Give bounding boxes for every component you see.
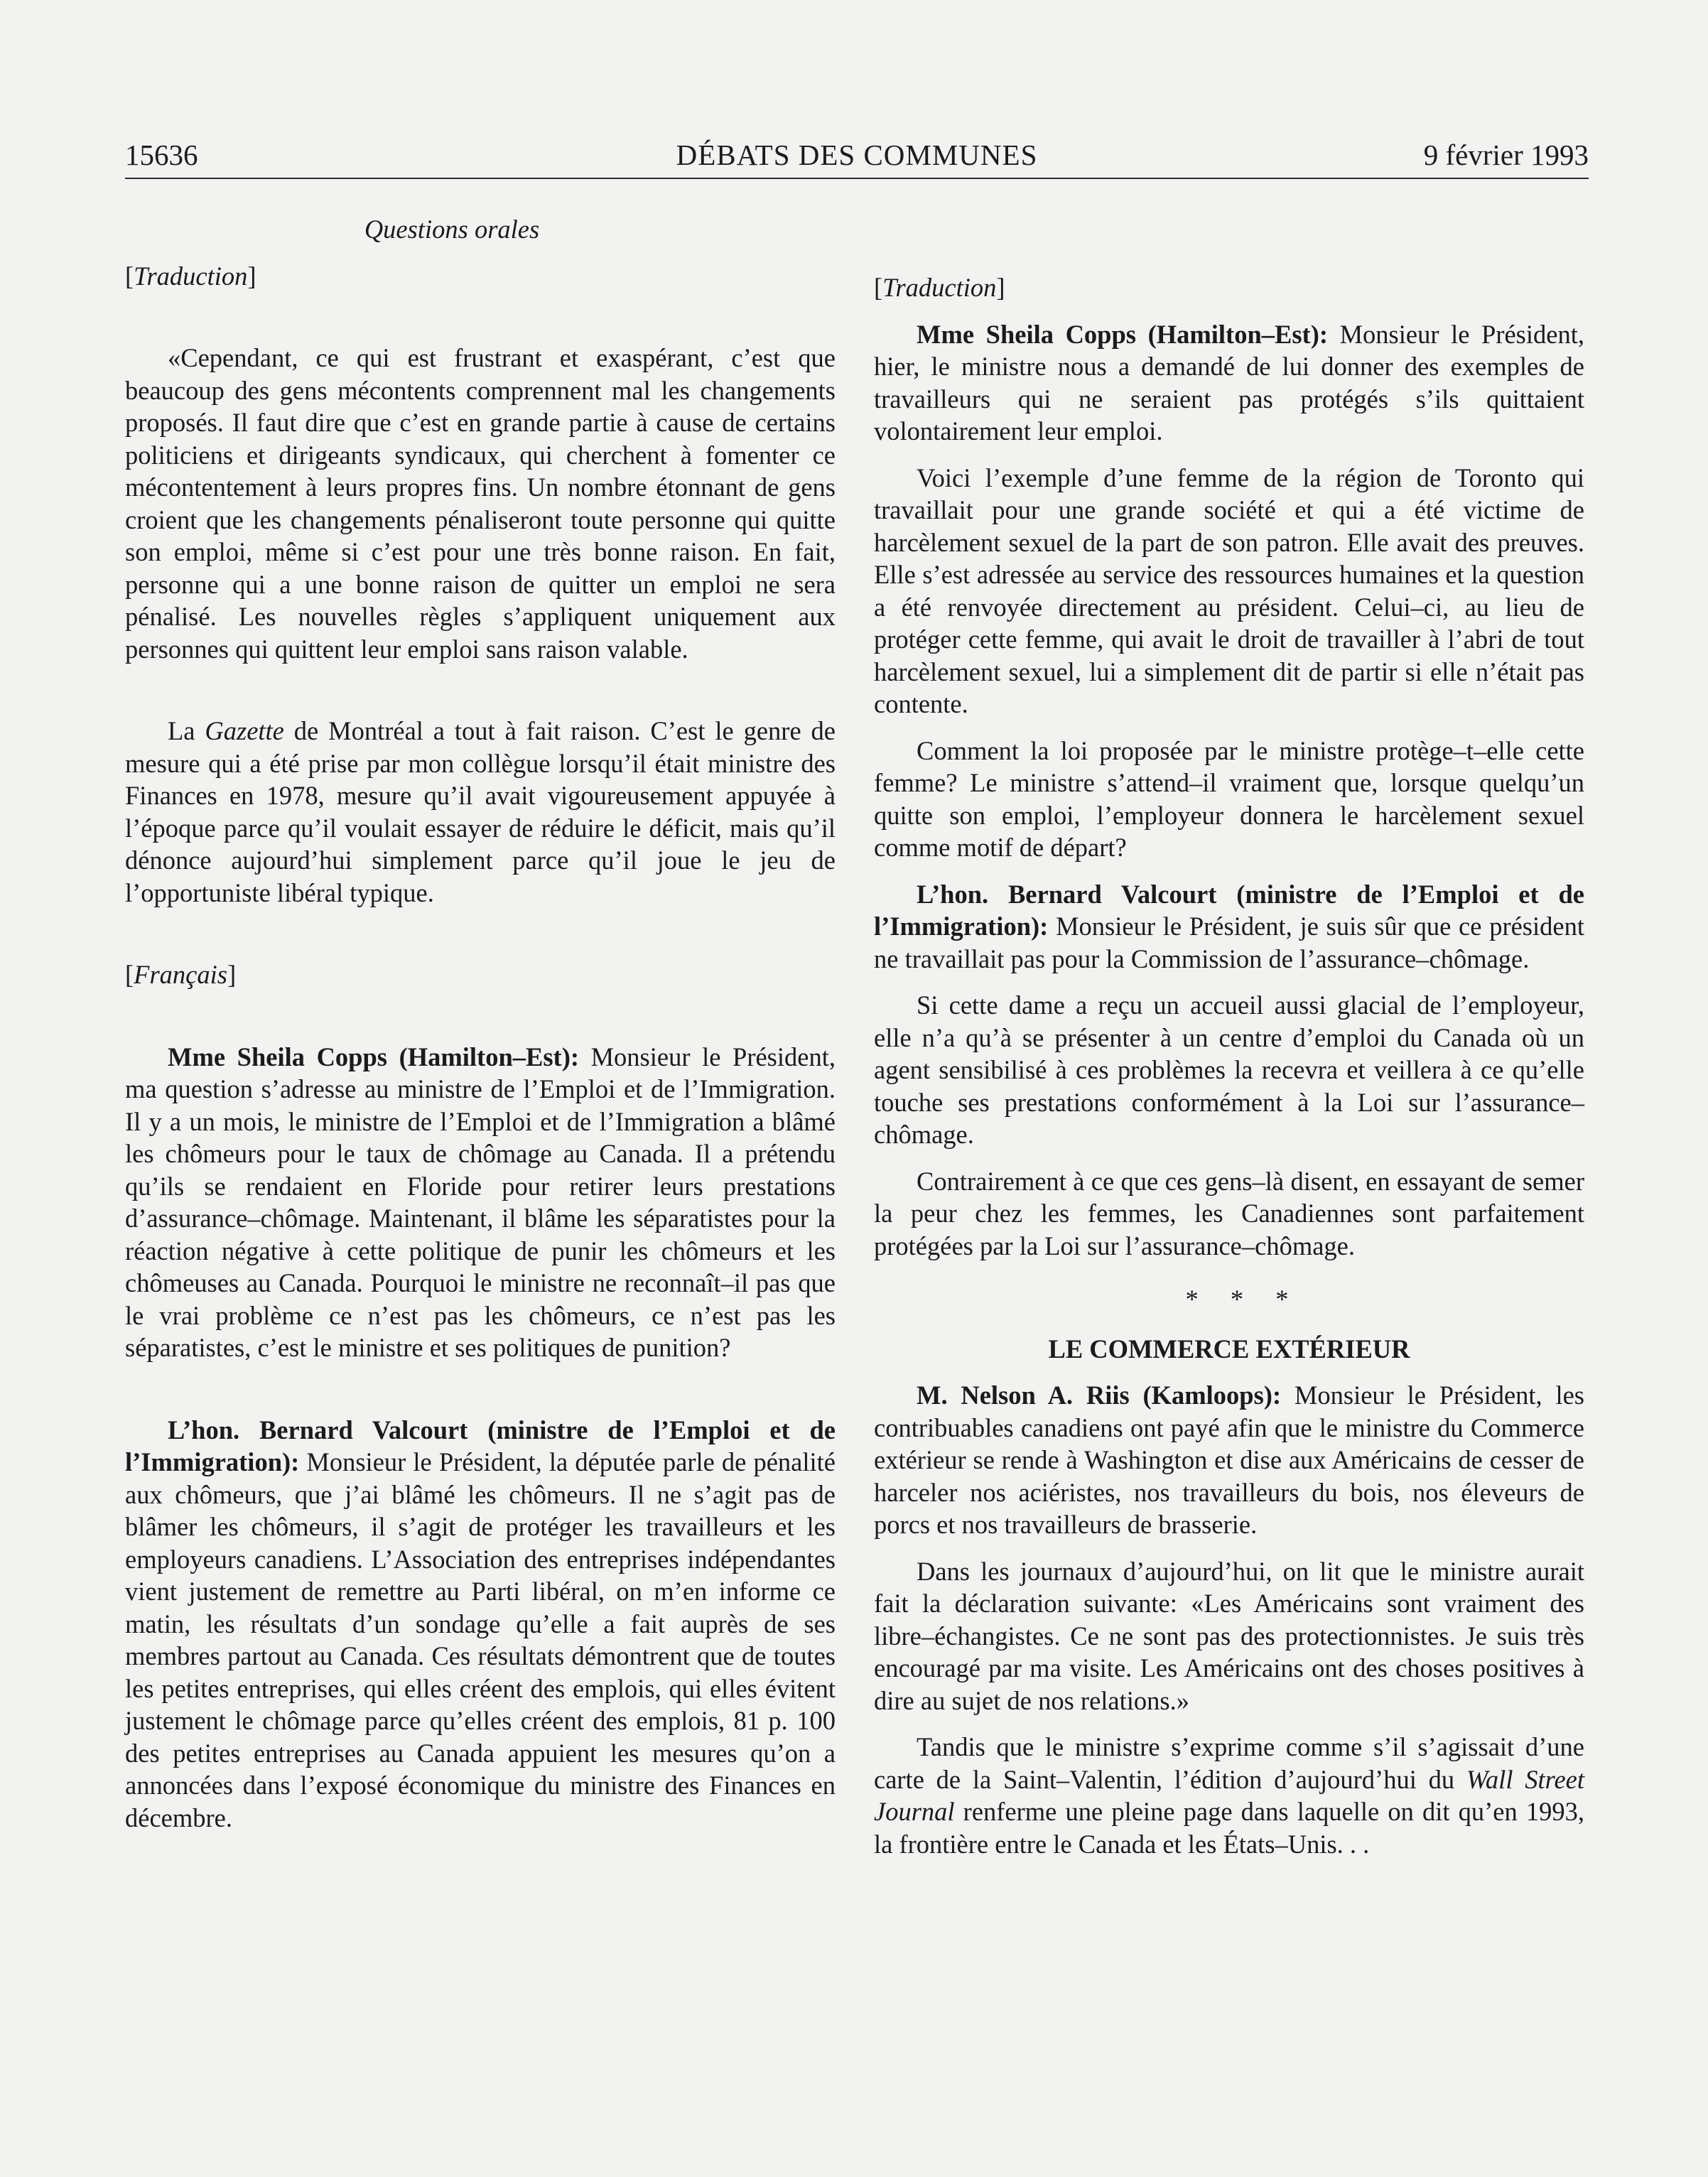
- speaker-name: Mme Sheila Copps (Hamilton–Est):: [917, 319, 1329, 349]
- language-tag: [Français]: [125, 960, 237, 989]
- speech-paragraph: Dans les journaux d’aujourd’hui, on lit que le ministre aurait fait la déclaration suivante: «Les Américains sont vraiment des libre–échangistes. Ce ne sont pas des protectionnistes. Je suis très encouragé par ma visite. Les Américains ont des choses positives à dire au sujet de nos relations.»: [874, 1556, 1584, 1715]
- speech-text: Monsieur le Président, hier, le ministre nous a demandé de lui donner des exemples de travailleurs qui ne seraient pas protégés s’ils quittaient volontairement leur emploi.: [874, 319, 1584, 445]
- section-separator: * * *: [1185, 1285, 1302, 1314]
- speech-text: Monsieur le Président, je suis sûr que ce président ne travaillait pas pour la Commission de l’assurance–chômage.: [874, 912, 1584, 973]
- gazette-paragraph: [125, 715, 836, 909]
- section-heading: Questions orales: [364, 215, 540, 244]
- valcourt-answer-paragraph: [874, 878, 1584, 976]
- copps-question-paragraph: [874, 318, 1584, 448]
- speech-paragraph: [874, 1731, 1584, 1860]
- language-tag: [Traduction]: [874, 273, 1005, 302]
- speech-paragraph: Contrairement à ce que ces gens–là disent, en essayant de semer la peur chez les femmes, les Canadiennes sont parfaitement protégées par la Loi sur l’assurance–chômage.: [874, 1166, 1584, 1260]
- newspaper-name: Wall Street Journal: [874, 1764, 1584, 1826]
- gazette-name: Gazette: [205, 716, 284, 745]
- language-tag: [Traduction]: [125, 261, 256, 291]
- speech-text: Monsieur le Président, ma question s’adresse au ministre de l’Emploi et de l’Immigration. Il y a un mois, le ministre de l’Emploi et de l’Immigration a blâmé les chômeurs pour le taux de chômage au Canada. Il a prétendu qu’ils se rendaient en Floride pour retirer leurs prestations d’assurance–chômage. Maintenant, il blâme les séparatistes pour la réaction négative à cette politique de punir les chômeurs et les chômeuses au Canada. Pourquoi le ministre ne reconnaît–il pas que le vrai problème ce n’est pas les chômeurs, ce n’est pas les séparatistes, c’est le ministre et ses politiques de punition?: [125, 1042, 836, 1362]
- speaker-name: Mme Sheila Copps (Hamilton–Est):: [168, 1042, 580, 1071]
- subject-heading: LE COMMERCE EXTÉRIEUR: [1048, 1334, 1410, 1363]
- language-tag-text: Français: [134, 960, 227, 989]
- speech-paragraph: Comment la loi proposée par le ministre protège–t–elle cette femme? Le ministre s’attend–il vraiment que, lorsque quelqu’un quitte son emploi, l’employeur donnera le harcèlement sexuel comme motif de départ?: [874, 735, 1584, 862]
- speech-paragraph: Voici l’exemple d’une femme de la région de Toronto qui travaillait pour une grande société et qui a été victime de harcèlement sexuel de la part de son patron. Elle avait des preuves. Elle s’est adressée au service des ressources humaines et la question a été renvoyée directement au président. Celui–ci, au lieu de protéger cette femme, qui avait le droit de travailler à l’abri de tout harcèlement sexuel, lui a simplement dit de partir si elle n’était pas contente.: [874, 463, 1584, 718]
- journal-title: DÉBATS DES COMMUNES: [676, 139, 1038, 171]
- speech-text: Monsieur le Président, les contribuables canadiens ont payé afin que le ministre du Commerce extérieur se rende à Washington et dise aux Américains de cesser de harceler nos aciéristes, nos travailleurs du bois, nos éleveurs de porcs et nos travailleurs de brasserie.: [874, 1381, 1585, 1539]
- header-rule: [125, 178, 1589, 179]
- valcourt-answer-paragraph: [125, 1414, 836, 1835]
- page-number: 15636: [125, 139, 198, 171]
- right-column: [874, 213, 1584, 1874]
- speaker-name: M. Nelson A. Riis (Kamloops):: [917, 1381, 1282, 1410]
- page-header: [125, 134, 1589, 176]
- gazette-post-text: de Montréal a tout à fait raison. C’est le genre de mesure qui a été prise par mon collègue lorsqu’il était ministre des Finances en 1978, mesure qu’il avait vigoureusement appuyée à l’époque parce qu’il voulait essayer de réduire le déficit, mais qu’il dénonce aujourd’hui simplement parce qu’il joue le jeu de l’opportuniste libéral typique.: [125, 716, 836, 907]
- speech-text: Tandis que le ministre s’exprime comme s’il s’agissait d’une carte de la Saint–Valentin, l’édition d’aujourd’hui du: [874, 1732, 1584, 1794]
- riis-question-paragraph: [874, 1379, 1584, 1541]
- speaker-name: L’hon. Bernard Valcourt (ministre de l’Emploi et de l’Immigration):: [125, 1415, 836, 1476]
- issue-date: 9 février 1993: [1423, 139, 1589, 171]
- quoted-paragraph: «Cependant, ce qui est frustrant et exaspérant, c’est que beaucoup des gens mécontents comprennent mal les changements proposés. Il faut dire que c’est en grande partie à cause de certains politiciens et dirigeants syndicaux, qui cherchent à fomenter ce mécontentement à leurs propres fins. Un nombre étonnant de gens croient que les changements pénaliseront toute personne qui quitte son emploi, même si c’est pour une très bonne raison. En fait, personne qui a une bonne raison de quitter un emploi ne sera pénalisé. Les nouvelles règles s’appliquent uniquement aux personnes qui quittent leur emploi sans raison valable.: [125, 343, 836, 664]
- language-tag-text: Traduction: [882, 273, 997, 302]
- speaker-name: L’hon. Bernard Valcourt (ministre de l’Emploi et de l’Immigration):: [874, 879, 1584, 941]
- speech-paragraph: Si cette dame a reçu un accueil aussi glacial de l’employeur, elle n’a qu’à se présenter à un centre d’emploi du Canada où un agent sensibilisé à ces problèmes la recevra et veillera à ce qu’elle touche ses prestations conformément à la Loi sur l’assurance–chômage.: [874, 990, 1584, 1149]
- language-tag-text: Traduction: [134, 261, 248, 291]
- copps-question-paragraph: [125, 1041, 836, 1364]
- speech-text: Monsieur le Président, la députée parle de pénalité aux chômeurs, que j’ai blâmé les chômeurs. Il ne s’agit pas de blâmer les chômeurs, il s’agit de protéger les travailleurs et les employeurs canadiens. L’Association des entreprises indépendantes vient justement de remettre au Parti libéral, on m’en informe ce matin, les résultats d’un sondage qu’elle a fait auprès de ses membres partout au Canada. Ces résultats démontrent que de toutes les petites entreprises, qui elles créent des emplois, qui elles évitent justement le chômage parce qu’elles créent des emplois, 81 p. 100 des petites entreprises au Canada appuient les mesures qu’on a annoncées dans l’exposé économique du ministre des Finances en décembre.: [125, 1447, 836, 1832]
- left-column: [125, 213, 836, 1884]
- gazette-pre-text: La: [168, 716, 205, 745]
- speech-text: renferme une pleine page dans laquelle on dit qu’en 1993, la frontière entre le Canada et les États–Unis. . .: [874, 1797, 1584, 1859]
